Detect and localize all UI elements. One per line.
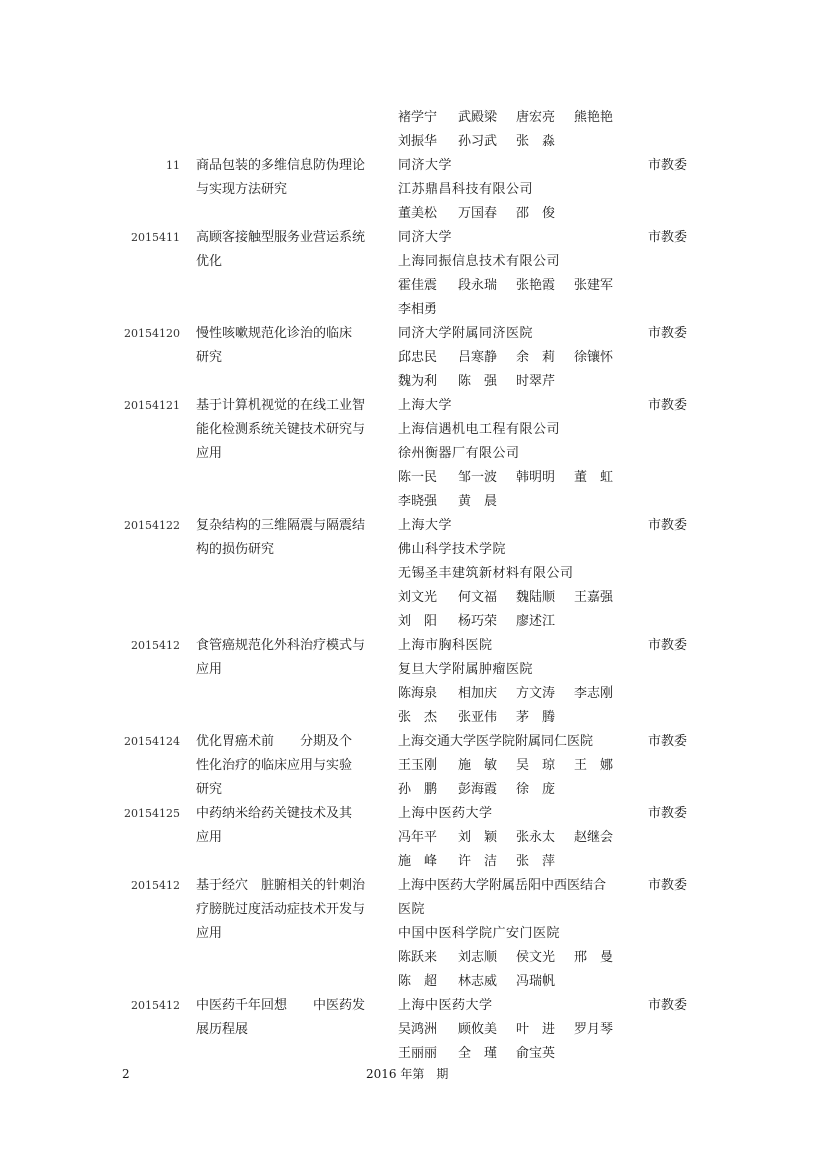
person-name: 方文涛: [516, 686, 556, 701]
personnel-line: [398, 682, 638, 706]
recommending-dept: 市教委: [648, 806, 688, 821]
recommending-dept: 市教委: [648, 230, 688, 245]
completing-unit: 上海信遇机电工程有限公司: [398, 422, 561, 437]
project-title-line: 商品包装的多维信息防伪理论: [196, 158, 366, 173]
person-name: 陈海泉: [398, 686, 438, 701]
project-title-line: 应用: [196, 830, 223, 845]
entry-number: 2015412: [131, 879, 180, 892]
person-name: 陈跃来: [398, 950, 438, 965]
person-name: 邹一波: [458, 470, 498, 485]
person-name: 刘文光: [398, 590, 438, 605]
project-title-line: 食管癌规范化外科治疗模式与: [196, 638, 366, 653]
person-name: 李晓强: [398, 494, 438, 509]
person-name: 徐镶怀: [574, 350, 614, 365]
entry-number: 20154125: [124, 807, 180, 820]
personnel-line: [398, 370, 638, 394]
person-name: 张 杰: [398, 710, 438, 725]
person-name: 施 峰: [398, 854, 438, 869]
personnel-line: [398, 490, 638, 514]
project-title-line: 高顾客接触型服务业营运系统: [196, 230, 366, 245]
person-name: 冯年平: [398, 830, 438, 845]
project-title-line: 应用: [196, 926, 223, 941]
project-title-line: 应用: [196, 662, 223, 677]
person-name: 熊艳艳: [574, 110, 614, 125]
person-name: 刘志顺: [458, 950, 498, 965]
person-name: 魏陆顺: [516, 590, 556, 605]
person-name: 邵 俊: [516, 206, 556, 221]
person-name: 邢 曼: [574, 950, 614, 965]
completing-unit: 上海同振信息技术有限公司: [398, 254, 561, 269]
entry-number: 20154121: [124, 399, 180, 412]
project-title-line: 优化: [196, 254, 223, 269]
person-name: 廖述江: [516, 614, 556, 629]
personnel-line: [398, 202, 638, 226]
person-name: 何文福: [458, 590, 498, 605]
personnel-line: [398, 754, 638, 778]
personnel-line: [398, 274, 638, 298]
person-name: 陈 超: [398, 974, 438, 989]
completing-unit: 上海市胸科医院: [398, 638, 493, 653]
person-name: 叶 进: [516, 1022, 556, 1037]
page-number: 2: [122, 1067, 130, 1081]
project-title-line: 能化检测系统关键技术研究与: [196, 422, 366, 437]
personnel-line: [398, 706, 638, 730]
person-name: 吕寒静: [458, 350, 498, 365]
person-name: 王丽丽: [398, 1046, 438, 1061]
person-name: 吴鸿洲: [398, 1022, 438, 1037]
entry-number: 11: [166, 159, 180, 172]
completing-unit: 江苏鼎昌科技有限公司: [398, 182, 534, 197]
entry-number: 20154122: [124, 519, 180, 532]
person-name: 吴 琼: [516, 758, 556, 773]
person-name: 王嘉强: [574, 590, 614, 605]
person-name: 顾攸美: [458, 1022, 498, 1037]
project-title-line: 基于经穴 脏腑相关的针刺治: [196, 878, 366, 893]
person-name: 徐 庞: [516, 782, 556, 797]
personnel-line: [398, 1018, 638, 1042]
project-title-line: 优化胃癌术前 分期及个: [196, 734, 353, 749]
personnel-line: [398, 610, 638, 634]
entry-number: 2015412: [131, 999, 180, 1012]
person-name: 彭海霞: [458, 782, 498, 797]
person-name: 许 洁: [458, 854, 498, 869]
person-name: 张 淼: [516, 134, 556, 149]
person-name: 俞宝英: [516, 1046, 556, 1061]
person-name: 李相勇: [398, 302, 438, 317]
person-name: 时翠芹: [516, 374, 556, 389]
project-title-line: 展历程展: [196, 1022, 249, 1037]
project-title-line: 性化治疗的临床应用与实验: [196, 758, 353, 773]
person-name: 余 莉: [516, 350, 556, 365]
person-name: 段永瑞: [458, 278, 498, 293]
person-name: 褚学宁: [398, 110, 438, 125]
person-name: 相加庆: [458, 686, 498, 701]
person-name: 林志威: [458, 974, 498, 989]
person-name: 李志刚: [574, 686, 614, 701]
recommending-dept: 市教委: [648, 734, 688, 749]
project-title-line: 与实现方法研究: [196, 182, 288, 197]
person-name: 孙习武: [458, 134, 498, 149]
project-title-line: 中药纳米给药关键技术及其: [196, 806, 353, 821]
completing-unit: 上海中医药大学: [398, 998, 493, 1013]
completing-unit: 徐州衡器厂有限公司: [398, 446, 520, 461]
personnel-line: [398, 298, 638, 322]
person-name: 邱忠民: [398, 350, 438, 365]
personnel-line: [398, 850, 638, 874]
personnel-line: [398, 106, 638, 130]
person-name: 董 虹: [574, 470, 614, 485]
project-title-line: 构的损伤研究: [196, 542, 275, 557]
person-name: 张艳霞: [516, 278, 556, 293]
personnel-line: [398, 946, 638, 970]
person-name: 施 敏: [458, 758, 498, 773]
completing-unit: 同济大学: [398, 158, 453, 173]
person-name: 刘 阳: [398, 614, 438, 629]
person-name: 武殿梁: [458, 110, 498, 125]
project-title-line: 慢性咳嗽规范化诊治的临床: [196, 326, 353, 341]
person-name: 黄 晨: [458, 494, 498, 509]
recommending-dept: 市教委: [648, 158, 688, 173]
entry-number: 20154120: [124, 327, 180, 340]
person-name: 唐宏亮: [516, 110, 556, 125]
person-name: 张建军: [574, 278, 614, 293]
personnel-line: [398, 466, 638, 490]
person-name: 刘 颖: [458, 830, 498, 845]
person-name: 张亚伟: [458, 710, 498, 725]
person-name: 刘振华: [398, 134, 438, 149]
completing-unit: 上海中医药大学附属岳阳中西医结合: [398, 878, 607, 893]
person-name: 张永太: [516, 830, 556, 845]
person-name: 罗月琴: [574, 1022, 614, 1037]
completing-unit: 佛山科学技术学院: [398, 542, 507, 557]
person-name: 赵继会: [574, 830, 614, 845]
completing-unit: 无锡圣丰建筑新材料有限公司: [398, 566, 574, 581]
issue-label: 2016 年第 期: [366, 1067, 449, 1081]
personnel-line: [398, 778, 638, 802]
person-name: 韩明明: [516, 470, 556, 485]
project-title-line: 复杂结构的三维隔震与隔震结: [196, 518, 366, 533]
person-name: 陈 强: [458, 374, 498, 389]
personnel-line: [398, 1042, 638, 1066]
person-name: 杨巧荣: [458, 614, 498, 629]
person-name: 全 瑾: [458, 1046, 498, 1061]
person-name: 董美松: [398, 206, 438, 221]
recommending-dept: 市教委: [648, 518, 688, 533]
entry-number: 2015411: [131, 231, 180, 244]
personnel-line: [398, 130, 638, 154]
person-name: 王 娜: [574, 758, 614, 773]
recommending-dept: 市教委: [648, 638, 688, 653]
completing-unit: 同济大学: [398, 230, 453, 245]
personnel-line: [398, 346, 638, 370]
personnel-line: [398, 970, 638, 994]
recommending-dept: 市教委: [648, 326, 688, 341]
completing-unit: 复旦大学附属肿瘤医院: [398, 662, 534, 677]
completing-unit: 同济大学附属同济医院: [398, 326, 534, 341]
person-name: 冯瑞帆: [516, 974, 556, 989]
person-name: 陈一民: [398, 470, 438, 485]
recommending-dept: 市教委: [648, 998, 688, 1013]
project-title-line: 中医药千年回想 中医药发: [196, 998, 366, 1013]
recommending-dept: 市教委: [648, 398, 688, 413]
completing-unit: 上海大学: [398, 518, 453, 533]
entry-number: 2015412: [131, 639, 180, 652]
entry-number: 20154124: [124, 735, 180, 748]
person-name: 万国春: [458, 206, 498, 221]
person-name: 孙 鹏: [398, 782, 438, 797]
project-title-line: 研究: [196, 782, 223, 797]
person-name: 茅 腾: [516, 710, 556, 725]
completing-unit: 上海中医药大学: [398, 806, 493, 821]
project-title-line: 基于计算机视觉的在线工业智: [196, 398, 366, 413]
project-title-line: 应用: [196, 446, 223, 461]
project-title-line: 研究: [196, 350, 223, 365]
completing-unit: 上海交通大学医学院附属同仁医院: [398, 734, 594, 749]
personnel-line: [398, 586, 638, 610]
completing-unit: 上海大学: [398, 398, 453, 413]
person-name: 张 萍: [516, 854, 556, 869]
completing-unit: 医院: [398, 902, 426, 917]
person-name: 魏为利: [398, 374, 438, 389]
personnel-line: [398, 826, 638, 850]
person-name: 霍佳震: [398, 278, 438, 293]
person-name: 侯文光: [516, 950, 556, 965]
person-name: 王玉刚: [398, 758, 438, 773]
project-title-line: 疗膀胱过度活动症技术开发与: [196, 902, 366, 917]
recommending-dept: 市教委: [648, 878, 688, 893]
completing-unit: 中国中医科学院广安门医院: [398, 926, 561, 941]
